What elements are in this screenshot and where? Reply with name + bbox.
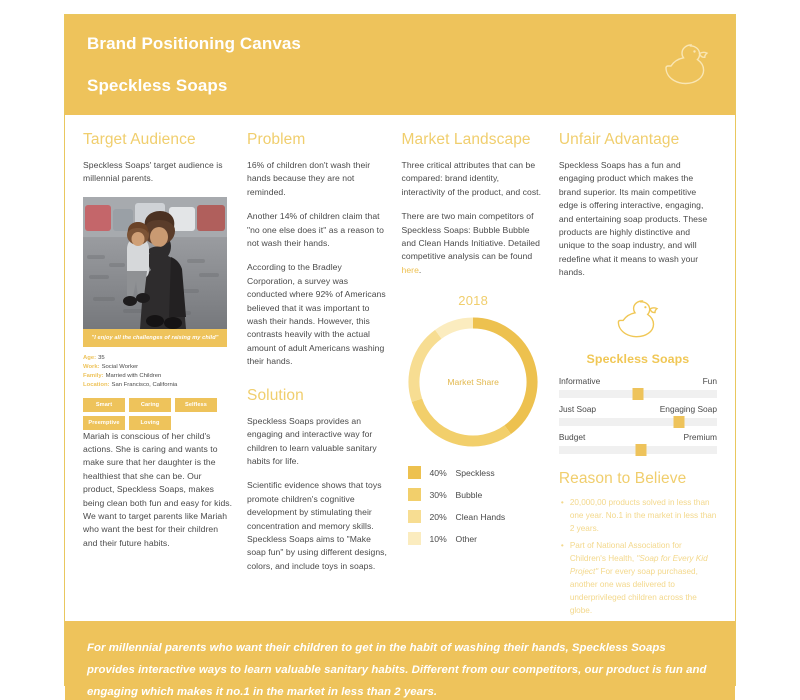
- slider-right-label: Fun: [702, 375, 717, 386]
- target-audience-intro: Speckless Soaps' target audience is millennial parents.: [83, 160, 223, 184]
- persona-photo: [83, 197, 227, 329]
- rtb-text-before-emphasis: Part of National Association for Children's Health,: [569, 540, 682, 563]
- donut-segment: [438, 323, 473, 334]
- persona-fact-family-label: Family:: [83, 373, 104, 380]
- slider-right-label: Engaging Soap: [659, 403, 717, 414]
- canvas-sheet: [64, 14, 736, 698]
- reason-to-believe-item: [570, 539, 717, 617]
- legend-item: [408, 510, 545, 523]
- legend-item: [408, 466, 545, 479]
- solution-paragraph: Speckless Soaps provides an engaging and interactive way for children to learn valuable sanitary habits for life.: [247, 415, 377, 466]
- legend-label: Speckless: [455, 467, 495, 478]
- legend-label: Clean Hands: [455, 511, 506, 522]
- persona-tag-list: [83, 398, 233, 430]
- positioning-statement-footer: [65, 621, 735, 700]
- slider-right-label: Premium: [683, 431, 717, 442]
- persona-fact-work: [83, 363, 233, 372]
- slider-left-label: Budget: [558, 431, 586, 442]
- market-landscape-paragraph: Three critical attributes that can be compared: brand identity, interactivity of the product, and cost.: [401, 160, 542, 197]
- brand-slider-justsoap-engagingsoap[interactable]: [559, 404, 717, 426]
- chart-title-year: 2018: [458, 293, 489, 309]
- column-problem-solution: [247, 131, 402, 621]
- brand-name-label: Speckless Soaps: [586, 351, 690, 366]
- donut-center-label: Market Share: [447, 377, 499, 388]
- market-landscape-text-after-link: .: [418, 264, 422, 275]
- market-landscape-text-before-link: There are two main competitors of Speckless Soaps: Bubble Bubble and Clean Hands Initiative. Detailed competitive analysis can be found: [401, 211, 540, 262]
- rtb-project-name: "Soap for Every Kid Project": [569, 553, 708, 576]
- persona-fact-work-value: Social Worker: [101, 364, 139, 371]
- positioning-statement: For millennial parents who want their children to get in the habit of washing their hands, Speckless Soaps provides interactive ways to learn valuable sanitary habits. Different from our competitors, our product is fun and engaging which makes it no.1 in the market in less than 2 years.: [87, 641, 707, 698]
- persona-fact-age: [83, 354, 233, 363]
- persona-fact-location-label: Location:: [83, 382, 110, 389]
- canvas-body: [65, 115, 735, 621]
- legend-swatch: [408, 488, 421, 501]
- section-heading-target-audience: Target Audience: [83, 131, 196, 148]
- persona-tag: Loving: [129, 416, 171, 430]
- persona-tag: Caring: [129, 398, 171, 412]
- rubber-duck-icon: [609, 296, 667, 348]
- solution-paragraph: Scientific evidence shows that toys promote children's cognitive development by stimulating their concentration and memory skills. Speckless Soaps aims to "Make soap fun" by using different designs, colors, and include toys in soaps.: [247, 480, 387, 571]
- legend-swatch: [408, 532, 421, 545]
- legend-value: 30%: [429, 489, 447, 500]
- legend-value: 40%: [429, 467, 447, 478]
- slider-handle[interactable]: [674, 416, 685, 428]
- persona-fact-location-value: San Francisco, California: [111, 382, 178, 389]
- section-heading-reason-to-believe: Reason to Believe: [558, 469, 687, 487]
- legend-value: 10%: [429, 533, 447, 544]
- persona-facts: [83, 354, 233, 391]
- donut-segment: [417, 400, 508, 441]
- persona-tag: Smart: [83, 398, 125, 412]
- reason-to-believe-block: [559, 470, 717, 617]
- donut-segment: [414, 335, 438, 401]
- legend-label: Bubble: [455, 489, 483, 500]
- section-heading-market-landscape: Market Landscape: [401, 131, 531, 148]
- brand-slider-budget-premium[interactable]: [559, 432, 717, 454]
- column-target-audience: [83, 131, 247, 621]
- canvas-header: [65, 15, 735, 115]
- header-brand-name: Speckless Soaps: [87, 76, 228, 95]
- slider-track[interactable]: [559, 418, 717, 426]
- persona-description: Mariah is conscious of her child's actions. She is caring and wants to make sure that her daughter is the healthiest that she can be. Our product, Speckless Soaps, makes being clean both fun and easy for kids. We want to target parents like Mariah who want the best for their children and their future habits.: [83, 430, 233, 548]
- legend-item: [408, 488, 545, 501]
- chart-legend: [408, 466, 545, 545]
- persona-fact-age-value: 35: [98, 354, 105, 361]
- persona-fact-family: [83, 372, 233, 381]
- persona-fact-work-label: Work:: [83, 364, 100, 371]
- persona-fact-age-label: Age:: [83, 354, 97, 361]
- legend-item: [408, 532, 545, 545]
- persona-tag: Preemptive: [83, 416, 125, 430]
- column-market-landscape: [402, 131, 559, 621]
- slider-handle[interactable]: [636, 444, 647, 456]
- legend-label: Other: [455, 533, 478, 544]
- problem-paragraph: 16% of children don't wash their hands because they are not reminded.: [247, 160, 371, 197]
- donut-chart: [403, 312, 543, 452]
- page-title: Brand Positioning Canvas: [87, 34, 301, 53]
- section-heading-problem: Problem: [247, 131, 306, 148]
- problem-paragraph: According to the Bradley Corporation, a survey was conducted where 92% of Americans believed that it was important to wash their hands. However, this contrasts heavily with the actual amount of adult Americans washing their hands.: [247, 262, 386, 367]
- persona-fact-family-value: Married with Children: [105, 373, 162, 380]
- section-heading-unfair-advantage: Unfair Advantage: [558, 131, 680, 148]
- reason-to-believe-item: • 20,000,00 products solved in less than one year. No.1 in the market in less than 2 years.: [570, 496, 717, 535]
- persona-tag: Selfless: [175, 398, 217, 412]
- unfair-advantage-paragraph: Speckless Soaps has a fun and engaging product which makes the brand superior. Its main competitive edge is offering interactive, engaging, and entertaining soap products. These products are highly distinctive and unique to the soap industry, and will redefine what it means to wash your hands.: [558, 160, 708, 278]
- persona-fact-location: [83, 381, 233, 390]
- legend-swatch: [408, 510, 421, 523]
- brand-attributes-block: [559, 296, 717, 454]
- legend-value: 20%: [429, 511, 447, 522]
- reason-to-believe-list: [559, 496, 717, 617]
- persona-quote: "I enjoy all the challenges of raising my child": [83, 329, 227, 347]
- competitive-analysis-link[interactable]: here: [401, 264, 419, 275]
- rubber-duck-icon: [655, 31, 717, 93]
- section-heading-solution: Solution: [247, 386, 304, 404]
- legend-swatch: [408, 466, 421, 479]
- slider-left-label: Informative: [558, 375, 601, 386]
- column-unfair-advantage: [559, 131, 717, 621]
- brand-slider-informative-fun[interactable]: [559, 376, 717, 398]
- rtb-text-after-emphasis: For every soap purchased, another one was delivered to underprivileged children across the globe.: [569, 566, 698, 615]
- problem-paragraph: Another 14% of children claim that "no one else does it" as a reason to not wash their hands.: [247, 211, 384, 249]
- market-landscape-paragraph-with-link: [402, 210, 545, 277]
- slider-left-label: Just Soap: [558, 403, 597, 414]
- market-share-chart: [402, 293, 545, 545]
- slider-handle[interactable]: [632, 388, 643, 400]
